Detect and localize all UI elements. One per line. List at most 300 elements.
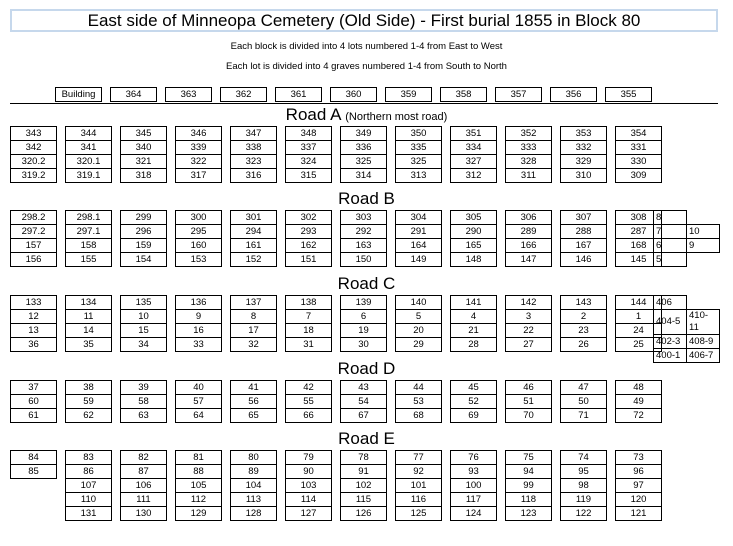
- column-gap: [222, 253, 231, 267]
- column-gap: [377, 88, 386, 102]
- plot-cell: 130: [121, 507, 167, 521]
- header-cell: 357: [496, 88, 542, 102]
- column-gap: [57, 381, 66, 395]
- plot-cell: 1: [616, 310, 662, 324]
- column-gap: [597, 88, 606, 102]
- plot-cell: 333: [506, 141, 552, 155]
- table-row: [11, 465, 662, 479]
- column-gap: [497, 141, 506, 155]
- plot-cell: 301: [231, 211, 277, 225]
- column-gap: [497, 493, 506, 507]
- plot-cell: 81: [176, 451, 222, 465]
- column-gap: [57, 451, 66, 465]
- grave-note: Each lot is divided into 4 graves numbered 1-4 from South to North: [226, 61, 507, 72]
- column-gap: [57, 507, 66, 521]
- side-plot-cell: 5: [654, 253, 687, 267]
- side-plot-cell: 10: [687, 225, 720, 239]
- column-gap: [277, 127, 286, 141]
- lot-note: Each block is divided into 4 lots numbered 1-4 from East to West: [230, 41, 503, 52]
- column-gap: [57, 211, 66, 225]
- table-row: [11, 338, 662, 352]
- column-gap: [607, 155, 616, 169]
- table-row: [11, 155, 662, 169]
- plot-cell: 120: [616, 493, 662, 507]
- plot-cell: [11, 507, 57, 521]
- side-plot-cell: 402-3: [654, 335, 687, 349]
- column-gap: [167, 324, 176, 338]
- column-gap: [222, 451, 231, 465]
- column-gap: [57, 155, 66, 169]
- column-gap: [57, 465, 66, 479]
- column-gap: [112, 381, 121, 395]
- header-cell: 363: [166, 88, 212, 102]
- column-gap: [112, 507, 121, 521]
- plot-cell: 310: [561, 169, 607, 183]
- section-e-grid: [10, 450, 662, 521]
- plot-cell: 59: [66, 395, 112, 409]
- column-gap: [277, 409, 286, 423]
- column-gap: [112, 253, 121, 267]
- plot-cell: 291: [396, 225, 442, 239]
- plot-cell: 73: [616, 451, 662, 465]
- column-gap: [332, 465, 341, 479]
- column-gap: [497, 338, 506, 352]
- column-gap: [222, 409, 231, 423]
- plot-cell: 57: [176, 395, 222, 409]
- plot-cell: 292: [341, 225, 387, 239]
- column-gap: [552, 451, 561, 465]
- column-gap: [222, 225, 231, 239]
- road-b-label: [0, 189, 733, 209]
- header-cell: 360: [331, 88, 377, 102]
- column-gap: [442, 493, 451, 507]
- column-gap: [112, 465, 121, 479]
- column-gap: [607, 225, 616, 239]
- plot-cell: 99: [506, 479, 552, 493]
- column-gap: [332, 141, 341, 155]
- column-gap: [57, 225, 66, 239]
- plot-cell: 155: [66, 253, 112, 267]
- plot-cell: 103: [286, 479, 332, 493]
- plot-cell: 145: [616, 253, 662, 267]
- column-gap: [277, 507, 286, 521]
- column-gap: [167, 296, 176, 310]
- table-row: [11, 225, 662, 239]
- plot-cell: 353: [561, 127, 607, 141]
- column-gap: [552, 253, 561, 267]
- side-plot-cell: [687, 296, 720, 310]
- plot-cell: 7: [286, 310, 332, 324]
- section-d-grid: [10, 380, 662, 423]
- column-gap: [387, 493, 396, 507]
- column-gap: [442, 310, 451, 324]
- column-gap: [497, 395, 506, 409]
- plot-cell: 347: [231, 127, 277, 141]
- plot-cell: 141: [451, 296, 497, 310]
- table-row: [11, 310, 662, 324]
- plot-cell: 105: [176, 479, 222, 493]
- column-gap: [332, 169, 341, 183]
- road-c-label: [0, 274, 733, 294]
- plot-cell: 161: [231, 239, 277, 253]
- divider-line: [10, 103, 718, 104]
- column-gap: [607, 507, 616, 521]
- column-gap: [607, 296, 616, 310]
- plot-cell: 69: [451, 409, 497, 423]
- column-gap: [332, 296, 341, 310]
- plot-cell: 23: [561, 324, 607, 338]
- column-gap: [552, 239, 561, 253]
- plot-cell: 54: [341, 395, 387, 409]
- plot-cell: 36: [11, 338, 57, 352]
- plot-cell: 332: [561, 141, 607, 155]
- column-gap: [497, 155, 506, 169]
- column-gap: [497, 211, 506, 225]
- column-gap: [222, 296, 231, 310]
- column-gap: [277, 381, 286, 395]
- column-gap: [442, 253, 451, 267]
- road-e-title: Road E: [338, 429, 395, 448]
- plot-cell: 100: [451, 479, 497, 493]
- column-gap: [387, 338, 396, 352]
- plot-cell: 318: [121, 169, 167, 183]
- plot-cell: 150: [341, 253, 387, 267]
- column-gap: [552, 338, 561, 352]
- table-row: [56, 88, 652, 102]
- plot-cell: 78: [341, 451, 387, 465]
- plot-cell: 101: [396, 479, 442, 493]
- plot-cell: 111: [121, 493, 167, 507]
- plot-cell: 340: [121, 141, 167, 155]
- header-cell: Building: [56, 88, 102, 102]
- plot-cell: [11, 493, 57, 507]
- plot-cell: 80: [231, 451, 277, 465]
- plot-cell: 135: [121, 296, 167, 310]
- plot-cell: 339: [176, 141, 222, 155]
- column-gap: [552, 141, 561, 155]
- plot-cell: 25: [616, 338, 662, 352]
- plot-cell: 37: [11, 381, 57, 395]
- table-row: [11, 253, 662, 267]
- plot-cell: 123: [506, 507, 552, 521]
- column-gap: [607, 479, 616, 493]
- column-gap: [442, 211, 451, 225]
- plot-cell: 322: [176, 155, 222, 169]
- plot-cell: 168: [616, 239, 662, 253]
- plot-cell: 45: [451, 381, 497, 395]
- column-gap: [607, 211, 616, 225]
- plot-cell: 302: [286, 211, 332, 225]
- plot-cell: 75: [506, 451, 552, 465]
- column-gap: [112, 324, 121, 338]
- plot-cell: 3: [506, 310, 552, 324]
- plot-cell: 328: [506, 155, 552, 169]
- column-gap: [112, 338, 121, 352]
- plot-cell: 159: [121, 239, 167, 253]
- plot-cell: 63: [121, 409, 167, 423]
- plot-cell: 47: [561, 381, 607, 395]
- section-b-side-grid: [653, 210, 720, 267]
- column-gap: [497, 239, 506, 253]
- header-cell: 358: [441, 88, 487, 102]
- plot-cell: 320.1: [66, 155, 112, 169]
- column-gap: [57, 239, 66, 253]
- column-gap: [112, 409, 121, 423]
- plot-cell: 137: [231, 296, 277, 310]
- plot-cell: 136: [176, 296, 222, 310]
- column-gap: [332, 225, 341, 239]
- plot-cell: 86: [66, 465, 112, 479]
- column-gap: [387, 395, 396, 409]
- column-gap: [607, 239, 616, 253]
- table-row: [11, 493, 662, 507]
- column-gap: [387, 225, 396, 239]
- plot-cell: 22: [506, 324, 552, 338]
- plot-cell: 138: [286, 296, 332, 310]
- column-gap: [332, 324, 341, 338]
- column-gap: [167, 310, 176, 324]
- column-gap: [57, 493, 66, 507]
- column-gap: [167, 169, 176, 183]
- plot-cell: 68: [396, 409, 442, 423]
- plot-cell: 344: [66, 127, 112, 141]
- column-gap: [497, 507, 506, 521]
- column-gap: [607, 310, 616, 324]
- column-gap: [332, 211, 341, 225]
- column-gap: [277, 324, 286, 338]
- column-gap: [387, 296, 396, 310]
- plot-cell: 67: [341, 409, 387, 423]
- column-gap: [332, 507, 341, 521]
- column-gap: [167, 409, 176, 423]
- column-gap: [277, 451, 286, 465]
- plot-cell: 316: [231, 169, 277, 183]
- column-gap: [112, 451, 121, 465]
- plot-cell: 165: [451, 239, 497, 253]
- column-gap: [57, 409, 66, 423]
- plot-cell: 51: [506, 395, 552, 409]
- plot-cell: 62: [66, 409, 112, 423]
- plot-cell: 56: [231, 395, 277, 409]
- column-gap: [167, 451, 176, 465]
- plot-cell: 335: [396, 141, 442, 155]
- plot-cell: 115: [341, 493, 387, 507]
- title-text: East side of Minneopa Cemetery (Old Side) - First burial 1855 in Block 80: [87, 11, 641, 30]
- column-gap: [112, 155, 121, 169]
- plot-cell: 297.1: [66, 225, 112, 239]
- side-plot-cell: 6: [654, 239, 687, 253]
- plot-cell: 118: [506, 493, 552, 507]
- plot-cell: 30: [341, 338, 387, 352]
- column-gap: [57, 169, 66, 183]
- table-row: [654, 225, 720, 239]
- column-gap: [607, 381, 616, 395]
- header-cell: 355: [606, 88, 652, 102]
- side-plot-cell: 400-1: [654, 349, 687, 363]
- plot-cell: 313: [396, 169, 442, 183]
- column-gap: [487, 88, 496, 102]
- column-gap: [277, 338, 286, 352]
- column-gap: [497, 127, 506, 141]
- column-gap: [552, 296, 561, 310]
- column-gap: [167, 465, 176, 479]
- plot-cell: 65: [231, 409, 277, 423]
- plot-cell: 334: [451, 141, 497, 155]
- plot-cell: 129: [176, 507, 222, 521]
- column-gap: [387, 310, 396, 324]
- road-c-title: Road C: [337, 274, 396, 293]
- plot-cell: 162: [286, 239, 332, 253]
- column-gap: [57, 324, 66, 338]
- column-gap: [442, 395, 451, 409]
- column-gap: [552, 324, 561, 338]
- plot-cell: 342: [11, 141, 57, 155]
- column-gap: [332, 239, 341, 253]
- column-gap: [57, 127, 66, 141]
- plot-cell: 312: [451, 169, 497, 183]
- plot-cell: 71: [561, 409, 607, 423]
- plot-cell: 32: [231, 338, 277, 352]
- column-gap: [442, 324, 451, 338]
- plot-cell: 72: [616, 409, 662, 423]
- plot-cell: 152: [231, 253, 277, 267]
- plot-cell: 148: [451, 253, 497, 267]
- plot-cell: 126: [341, 507, 387, 521]
- column-gap: [607, 451, 616, 465]
- table-row: [11, 169, 662, 183]
- plot-cell: 338: [231, 141, 277, 155]
- plot-cell: 298.2: [11, 211, 57, 225]
- column-gap: [222, 381, 231, 395]
- plot-cell: 61: [11, 409, 57, 423]
- column-gap: [552, 479, 561, 493]
- column-gap: [542, 88, 551, 102]
- column-gap: [442, 296, 451, 310]
- plot-cell: 121: [616, 507, 662, 521]
- column-gap: [497, 451, 506, 465]
- column-gap: [552, 225, 561, 239]
- column-gap: [442, 169, 451, 183]
- plot-cell: 319.1: [66, 169, 112, 183]
- plot-cell: 352: [506, 127, 552, 141]
- plot-cell: 325: [396, 155, 442, 169]
- plot-cell: 29: [396, 338, 442, 352]
- column-gap: [497, 324, 506, 338]
- section-c-grid: [10, 295, 662, 352]
- table-row: [11, 507, 662, 521]
- table-row: [654, 239, 720, 253]
- plot-cell: 299: [121, 211, 167, 225]
- column-gap: [222, 169, 231, 183]
- column-gap: [442, 451, 451, 465]
- plot-cell: 325: [341, 155, 387, 169]
- column-gap: [167, 155, 176, 169]
- header-cell: 361: [276, 88, 322, 102]
- column-gap: [277, 239, 286, 253]
- plot-cell: 134: [66, 296, 112, 310]
- table-row: [11, 395, 662, 409]
- plot-cell: 151: [286, 253, 332, 267]
- plot-cell: 343: [11, 127, 57, 141]
- plot-cell: 79: [286, 451, 332, 465]
- plot-cell: 92: [396, 465, 442, 479]
- column-gap: [222, 155, 231, 169]
- column-gap: [57, 395, 66, 409]
- side-plot-cell: 410-11: [687, 310, 720, 335]
- column-gap: [332, 127, 341, 141]
- column-gap: [277, 479, 286, 493]
- section-a-grid: [10, 126, 662, 183]
- side-plot-cell: 404-5: [654, 310, 687, 335]
- column-gap: [387, 324, 396, 338]
- column-gap: [112, 225, 121, 239]
- column-gap: [57, 310, 66, 324]
- column-gap: [277, 141, 286, 155]
- side-plot-cell: 408-9: [687, 335, 720, 349]
- plot-cell: 4: [451, 310, 497, 324]
- column-gap: [112, 479, 121, 493]
- column-gap: [332, 253, 341, 267]
- column-gap: [222, 493, 231, 507]
- plot-cell: 49: [616, 395, 662, 409]
- plot-cell: 163: [341, 239, 387, 253]
- column-gap: [57, 253, 66, 267]
- column-gap: [607, 141, 616, 155]
- plot-cell: 146: [561, 253, 607, 267]
- column-gap: [157, 88, 166, 102]
- table-row: [654, 335, 720, 349]
- column-gap: [167, 211, 176, 225]
- column-gap: [222, 211, 231, 225]
- column-gap: [497, 253, 506, 267]
- plot-cell: 311: [506, 169, 552, 183]
- plot-cell: 15: [121, 324, 167, 338]
- column-gap: [277, 296, 286, 310]
- column-gap: [267, 88, 276, 102]
- plot-cell: 290: [451, 225, 497, 239]
- plot-cell: 43: [341, 381, 387, 395]
- plot-cell: 346: [176, 127, 222, 141]
- column-gap: [607, 324, 616, 338]
- plot-cell: 149: [396, 253, 442, 267]
- plot-cell: 288: [561, 225, 607, 239]
- plot-cell: 294: [231, 225, 277, 239]
- side-plot-cell: [687, 211, 720, 225]
- side-plot-cell: 7: [654, 225, 687, 239]
- column-gap: [497, 310, 506, 324]
- plot-cell: 296: [121, 225, 167, 239]
- plot-cell: 140: [396, 296, 442, 310]
- header-cell: 362: [221, 88, 267, 102]
- column-gap: [552, 493, 561, 507]
- plot-cell: 321: [121, 155, 167, 169]
- column-gap: [222, 239, 231, 253]
- plot-cell: 349: [341, 127, 387, 141]
- column-gap: [277, 310, 286, 324]
- column-gap: [607, 395, 616, 409]
- header-cell: 364: [111, 88, 157, 102]
- plot-cell: 87: [121, 465, 167, 479]
- plot-cell: 46: [506, 381, 552, 395]
- column-gap: [552, 211, 561, 225]
- plot-cell: 114: [286, 493, 332, 507]
- plot-cell: 158: [66, 239, 112, 253]
- plot-cell: 160: [176, 239, 222, 253]
- plot-cell: 307: [561, 211, 607, 225]
- column-gap: [552, 381, 561, 395]
- plot-cell: 295: [176, 225, 222, 239]
- plot-cell: 304: [396, 211, 442, 225]
